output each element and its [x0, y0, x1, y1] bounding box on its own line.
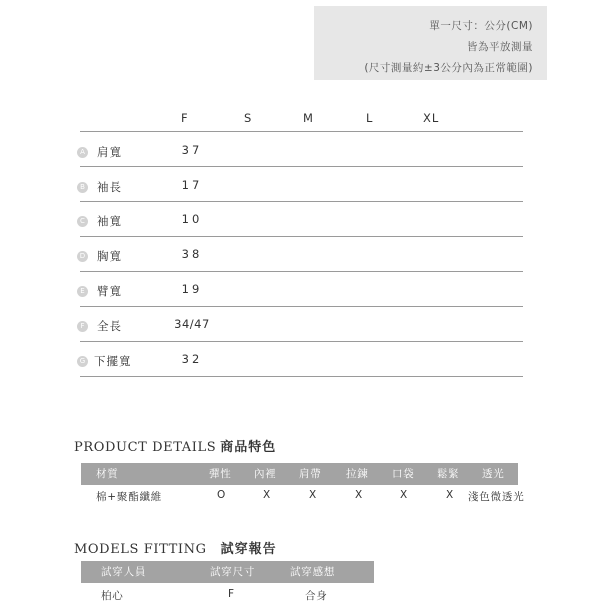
label-arm: 臂寬 — [97, 284, 122, 298]
label-hem: 下擺寬 — [94, 354, 132, 368]
row-divider — [80, 166, 523, 167]
value-transparency: 淺色微透光 — [468, 491, 525, 503]
badge-c: C — [77, 216, 88, 227]
size-f: F — [181, 111, 189, 125]
value-model: 柏心 — [101, 590, 124, 602]
row-divider — [80, 236, 523, 237]
measure-row-sleeve-length — [0, 166, 606, 196]
value-shoulder: 37 — [181, 143, 203, 157]
header-elastic-band: 鬆緊 — [437, 468, 460, 480]
size-xl: XL — [423, 111, 440, 125]
note-tolerance: (尺寸測量約±3公分內為正常範圍) — [364, 62, 533, 74]
measurement-note — [314, 6, 547, 80]
value-sleeve-width: 10 — [181, 212, 203, 226]
badge-g: G — [77, 356, 88, 367]
value-straps: X — [309, 489, 317, 501]
value-elasticity: O — [217, 489, 227, 501]
value-pocket: X — [400, 489, 408, 501]
badge-f: F — [77, 321, 88, 332]
label-length: 全長 — [97, 319, 122, 333]
product-details-title-zh: 商品特色 — [220, 440, 277, 455]
header-lining: 內裡 — [254, 468, 277, 480]
product-details-title-en: PRODUCT DETAILS — [74, 440, 217, 455]
row-divider — [80, 131, 523, 132]
header-zipper: 拉鍊 — [346, 468, 369, 480]
header-model: 試穿人員 — [101, 566, 147, 578]
header-transparency: 透光 — [482, 468, 505, 480]
measure-row-hem — [0, 341, 606, 371]
row-divider — [80, 306, 523, 307]
row-divider — [80, 341, 523, 342]
measure-row-sleeve-width — [0, 201, 606, 231]
size-m: M — [303, 111, 314, 125]
value-material: 棉+聚酯纖維 — [96, 491, 163, 503]
product-details-title — [74, 436, 276, 455]
models-fitting-title — [74, 538, 277, 557]
product-details-header — [81, 463, 518, 485]
badge-e: E — [77, 286, 88, 297]
value-length: 34/47 — [174, 317, 210, 331]
measure-row-shoulder — [0, 131, 606, 161]
value-arm: 19 — [181, 282, 203, 296]
header-pocket: 口袋 — [392, 468, 415, 480]
value-elastic-band: X — [446, 489, 454, 501]
size-header-row — [0, 111, 606, 125]
label-shoulder: 肩寬 — [97, 145, 122, 159]
value-zipper: X — [355, 489, 363, 501]
value-feedback: 合身 — [305, 590, 328, 602]
value-lining: X — [263, 489, 271, 501]
models-fitting-header — [81, 561, 374, 583]
measure-row-length — [0, 306, 606, 336]
value-sleeve-length: 17 — [181, 178, 203, 192]
label-chest: 胸寬 — [97, 249, 122, 263]
note-unit: 單一尺寸：公分(CM) — [429, 20, 533, 32]
label-sleeve-width: 袖寬 — [97, 214, 122, 228]
header-feedback: 試穿感想 — [290, 566, 336, 578]
measure-row-arm — [0, 271, 606, 301]
badge-d: D — [77, 251, 88, 262]
note-flat: 皆為平放測量 — [467, 41, 533, 53]
badge-a: A — [77, 147, 88, 158]
header-material: 材質 — [96, 468, 119, 480]
badge-b: B — [77, 182, 88, 193]
row-divider — [80, 271, 523, 272]
value-fitted-size: F — [228, 588, 235, 600]
header-straps: 肩帶 — [299, 468, 322, 480]
measure-row-chest — [0, 236, 606, 266]
models-fitting-title-en: MODELS FITTING — [74, 542, 207, 557]
row-divider — [80, 201, 523, 202]
header-fitted-size: 試穿尺寸 — [210, 566, 256, 578]
value-hem: 32 — [181, 352, 203, 366]
label-sleeve-length: 袖長 — [97, 180, 122, 194]
size-s: S — [244, 111, 253, 125]
row-divider-bottom — [80, 376, 523, 377]
value-chest: 38 — [181, 247, 203, 261]
size-l: L — [366, 111, 374, 125]
header-elasticity: 彈性 — [209, 468, 232, 480]
models-fitting-title-zh: 試穿報告 — [220, 542, 277, 557]
